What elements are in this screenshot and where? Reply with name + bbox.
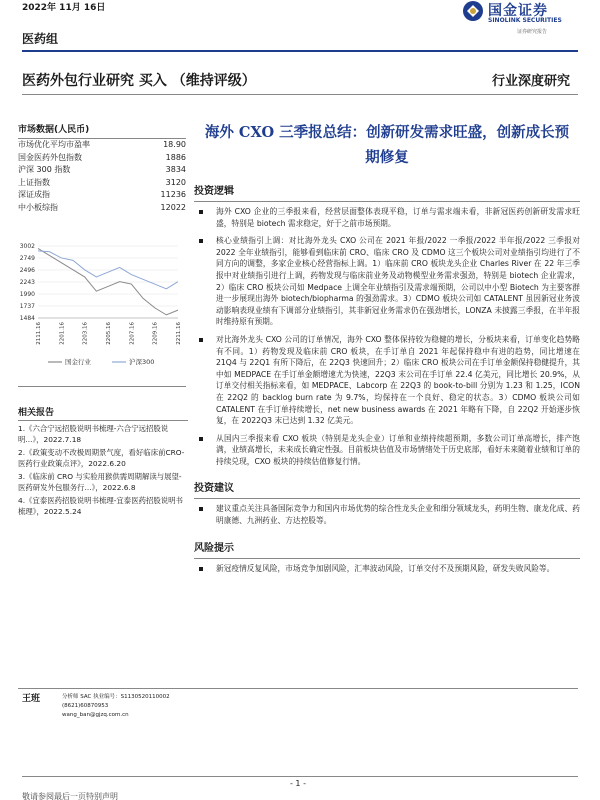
page-number: - 1 - <box>290 779 306 788</box>
x-tick-label: 2211.16 <box>176 322 182 345</box>
market-row <box>18 202 186 215</box>
market-row <box>18 164 186 177</box>
analyst-contact <box>62 693 170 720</box>
report-title: 海外 CXO 三季报总结：创新研发需求旺盛，创新成长预期修复 <box>204 124 570 166</box>
bullet-paragraph: 海外 CXO 企业的三季报来看，经营层面整体表现平稳，订单与需求端未看，非新冠医药创新研发需求旺盛，特别是 biotech 需求稳定，好于之前市场预期。 <box>194 206 580 229</box>
related-reports-panel <box>18 405 188 519</box>
market-value: 1886 <box>165 152 186 162</box>
market-row <box>18 177 186 190</box>
related-report-link[interactable]: 2.《政策变动不改极周期景气度，看好临床前CRO-医药行业政策点评》，2022.6.20 <box>18 448 185 468</box>
bullet-paragraph: 核心业绩指引上调：对比海外龙头 CXO 公司在 2021 年报/2022 一季报/2022 半年报/2022 三季报对 2022 全年业绩指引，能够看到临床前 CRO、临床 CRO 及 CDMO 这三个板块公司对业绩指引均进行了不同方向的调整，多家企业核心经营指标上调。1）临床前 CRO 板块龙头企业 Charles River 在 22 年三季报中对业绩指引进行上调，药物发现与临床前业务及动物模型业务需求强劲，特别是 biotech 企业需求，2）临床 CRO 板块公司如 Medpace 上调全年业绩指引及需求端预期，公司以中小型 Biotech 为主要客群进一步展现出海外 biotech/biopharma 的强劲需求。3）CDMO 板块公司如 CATALENT 虽因新冠业务波动影响表现业绩有下调部分业绩指引，其非新冠业务需求仍在强劲增长，LONZA 未披露三季报，在半年报时维持原有预期。 <box>194 235 580 328</box>
y-tick-label: 3002 <box>19 243 35 250</box>
analyst-name: 王班 <box>22 694 41 704</box>
sector-label: 医药组 <box>22 32 59 46</box>
logo-name-en: SINOLINK SECURITIES <box>488 17 562 24</box>
market-row <box>18 152 186 165</box>
bullet-paragraph: 建议重点关注具备国际竞争力和国内市场优势的综合性龙头企业和细分领域龙头，药明生物、康龙化成、药明康德、九洲药业、方达控股等。 <box>194 503 580 526</box>
header-bottom-divider <box>22 94 578 95</box>
section-divider <box>194 558 580 559</box>
section-heading: 风险提示 <box>194 542 234 554</box>
legend-label: 沪深300 <box>129 358 155 366</box>
main-content <box>194 120 580 580</box>
x-tick-label: 2209.16 <box>152 322 159 345</box>
y-tick-label: 2749 <box>19 255 35 262</box>
report-type: 行业深度研究 <box>491 74 570 89</box>
company-logo <box>462 0 582 40</box>
market-label: 国金医药外包指数 <box>18 152 82 162</box>
market-data-panel <box>18 122 188 214</box>
analyst-email[interactable]: wang_ban@gjzq.com.cn <box>62 712 129 718</box>
x-tick-label: 2207.16 <box>129 322 136 345</box>
header-divider <box>22 50 578 52</box>
logo-name-cn: 国金证券 <box>488 3 548 19</box>
industry-rating-line: 医药外包行业研究 买入 （维持评级） <box>22 73 256 89</box>
report-date: 2022年 11月 16日 <box>22 3 106 13</box>
bullet-paragraph: 对比海外龙头 CXO 公司的订单情况，海外 CXO 整体保持较为稳健的增长，分板块来看，订单变化趋势略有不同。1）药物发现及临床前 CRO 板块，在手订单自 2021 年起保持稳中有进的趋势，同比增速在 21Q4 与 22Q1 有所下降后，在 22Q3 快速回升；2）临床 CRO 板块公司在手订单金额保持稳健提升，其中如 MEDPACE 在手订单金额增速尤为快速，22Q3 末公司在手订单 22.4 亿美元，同比增长 20.9%，从订单交付相关指标来看，如 MEDPACE、Labcorp 在 22Q3 的 book-to-bill 分别为 1.23 和 1.25，ICON 在 22Q2 的 backlog burn rate 为 9.7%，均保持在一个良好、稳定的状态。3）CDMO 板块公司如 CATALENT 在手订单持续增长，net new business awards 在 2021 年略有下降，自 22Q2 开始逐步恢复，在 2022Q3 末已达到 1.32 亿美元。 <box>194 334 580 427</box>
related-report-link[interactable]: 4.《宜泰医药招股说明书梳理-宜泰医药招股说明书梳理》，2022.5.24 <box>18 496 183 516</box>
x-tick-label: 2201.16 <box>59 322 66 345</box>
y-tick-label: 2243 <box>19 279 35 286</box>
market-data-title: 市场数据(人民币) <box>18 125 90 135</box>
footer-disclaimer: 敬请参阅最后一页特别声明 <box>22 792 118 800</box>
footer-divider <box>22 776 578 777</box>
market-label: 沪深 300 指数 <box>18 165 71 174</box>
y-tick-label: 1737 <box>19 303 35 310</box>
market-value: 11236 <box>160 190 186 199</box>
bullet-paragraph: 新冠疫情反复风险，市场竞争加剧风险，汇率波动风险，订单交付不及预期风险，研发失败风险等。 <box>194 563 580 575</box>
related-reports-title: 相关报告 <box>18 405 188 421</box>
market-value: 3834 <box>165 165 186 174</box>
legend-label: 国金行业 <box>65 358 91 366</box>
x-tick-label: 2203.16 <box>82 322 89 345</box>
x-tick-label: 2205.16 <box>106 322 112 345</box>
y-tick-label: 1484 <box>19 315 35 322</box>
analyst-divider <box>18 688 578 689</box>
section-heading: 投资建议 <box>194 483 234 495</box>
market-data-table <box>18 138 186 214</box>
market-value: 18.90 <box>163 140 186 149</box>
market-label: 中小板综指 <box>18 202 58 212</box>
related-report-link[interactable]: 1.《六合宁远招股说明书梳理-六合宁远招股说明...》，2022.7.18 <box>18 424 169 444</box>
chart-divider <box>18 386 186 387</box>
y-tick-label: 1990 <box>19 291 35 298</box>
section-heading: 投资逻辑 <box>194 186 234 197</box>
market-label: 上证指数 <box>18 177 50 187</box>
sinolink-logo-icon <box>462 0 484 22</box>
logo-subtitle: 证券研究报告 <box>517 29 548 35</box>
y-tick-label: 2496 <box>19 267 35 274</box>
index-line-chart <box>14 240 184 370</box>
market-row <box>18 189 186 202</box>
related-report-link[interactable]: 3.《临床前 CRO 与实验用猴供需周期解读与展望-医药研发外包服务行...》，2022.6.8 <box>18 472 182 492</box>
market-row <box>18 139 186 152</box>
x-tick-label: 2111.16 <box>36 322 42 345</box>
series-line <box>38 248 178 314</box>
section-divider <box>194 201 580 202</box>
bullet-paragraph: 从国内三季报来看 CXO 板块（特别是龙头企业）订单和业绩持续超预期，多数公司订单高增长，排产饱满，业绩高增长，未来成长确定性强。目前板块估值及市场情绪处于历史底部，看好未来随着业绩和订单的持续兑现，CXO 板块的持续估值修复行情。 <box>194 433 580 468</box>
analyst-cert: 分析师 SAC 执业编号：S1130520110002 <box>62 694 170 700</box>
market-label: 市场优化平均市盈率 <box>18 140 90 149</box>
market-value: 12022 <box>160 202 186 212</box>
analyst-phone: (8621)60870953 <box>62 703 109 709</box>
market-value: 3120 <box>165 177 186 187</box>
market-label: 深证成指 <box>18 190 50 199</box>
section-divider <box>194 498 580 499</box>
